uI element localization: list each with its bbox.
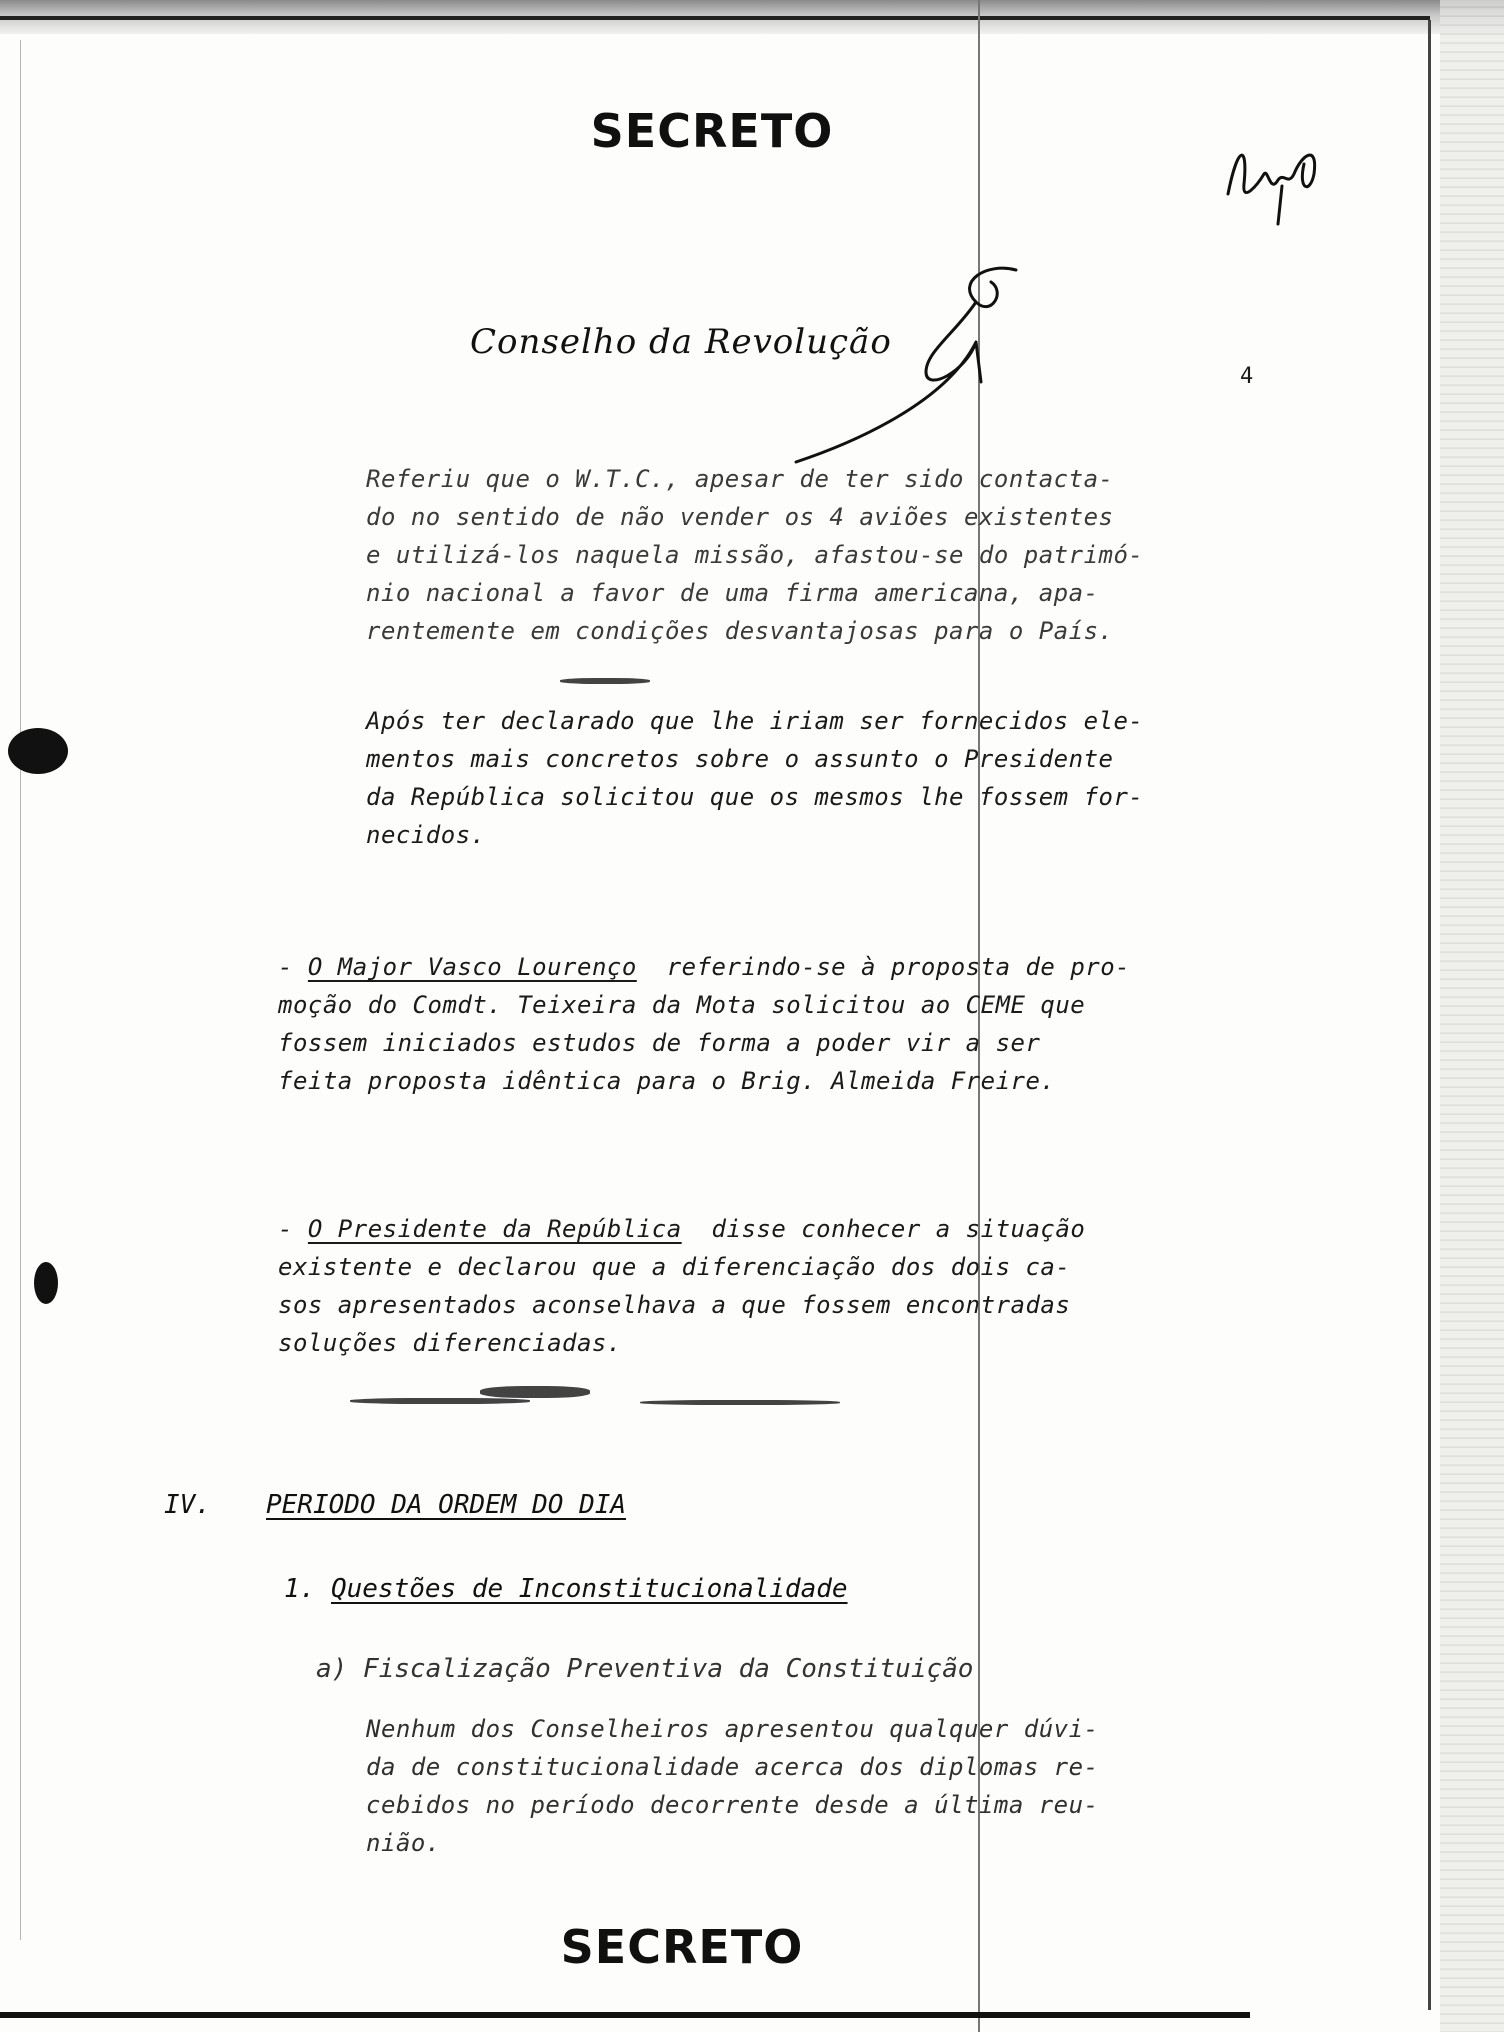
- subsection-title: Questões de Inconstitucionalidade: [330, 1574, 848, 1604]
- handwritten-signature-icon: [776, 262, 1036, 472]
- section-number: IV.: [164, 1490, 211, 1520]
- item-presidente: [278, 1210, 1238, 1362]
- paragraph-wtc: Referiu que o W.T.C., apesar de ter sido contacta- do no sentido de não vender os 4 aviões existentes e utilizá-los naquela missão, afastou-se do patrimó- nio nacional a favor de uma firma americana, apa- rentemente em condições desvantajosas para o País.: [366, 465, 1144, 645]
- handwritten-initials-icon: [1218, 124, 1338, 234]
- subsection-1a-label: a) Fiscalização Preventiva da Constituição: [316, 1654, 974, 1684]
- subsection-heading: [284, 1574, 848, 1604]
- ink-smudge: [350, 1398, 530, 1404]
- page-mark: 4: [1240, 364, 1254, 389]
- top-border-line: [0, 16, 1430, 20]
- item-text: disse conhecer a situação existente e declarou que a diferenciação dos dois ca- sos apresentados aconselhava a que fossem encontradas soluções diferenciadas.: [278, 1215, 1086, 1357]
- right-border-line: [1428, 20, 1431, 2010]
- document-header-title: Conselho da Revolução: [470, 322, 892, 362]
- subsection-number: 1.: [284, 1574, 316, 1604]
- item-text: referindo-se à proposta de pro- moção do Comdt. Teixeira da Mota solicitou ao CEME que fossem iniciados estudos de forma a poder vir a ser feita proposta idêntica para o Brig. Almeida Freire.: [278, 953, 1131, 1095]
- section-title: PERIODO DA ORDEM DO DIA: [266, 1490, 627, 1520]
- item-dash: -: [278, 1215, 308, 1243]
- punch-hole-bottom: [34, 1262, 58, 1304]
- speaker-name: O Presidente da República: [307, 1215, 682, 1243]
- scan-right-edge: [1440, 0, 1504, 2032]
- ink-smudge: [640, 1400, 840, 1405]
- paragraph-presidente-request: Após ter declarado que lhe iriam ser fornecidos ele- mentos mais concretos sobre o assunto o Presidente da República solicitou que os mesmos lhe fossem for- necidos.: [366, 707, 1144, 849]
- punch-hole-top: [8, 728, 68, 774]
- item-dash: -: [278, 953, 308, 981]
- bottom-border-line: [0, 2012, 1250, 2018]
- ink-smudge: [480, 1386, 590, 1398]
- item-vasco-lourenco: [278, 948, 1238, 1100]
- ink-smudge: [560, 678, 650, 684]
- classification-top: SECRETO: [590, 104, 834, 158]
- speaker-name: O Major Vasco Lourenço: [307, 953, 637, 981]
- paragraph-final: Nenhum dos Conselheiros apresentou qualquer dúvi- da de constitucionalidade acerca dos diplomas re- cebidos no período decorrente desde a última reu- nião.: [366, 1715, 1099, 1857]
- left-margin-line: [20, 40, 21, 1940]
- classification-bottom: SECRETO: [560, 1920, 804, 1974]
